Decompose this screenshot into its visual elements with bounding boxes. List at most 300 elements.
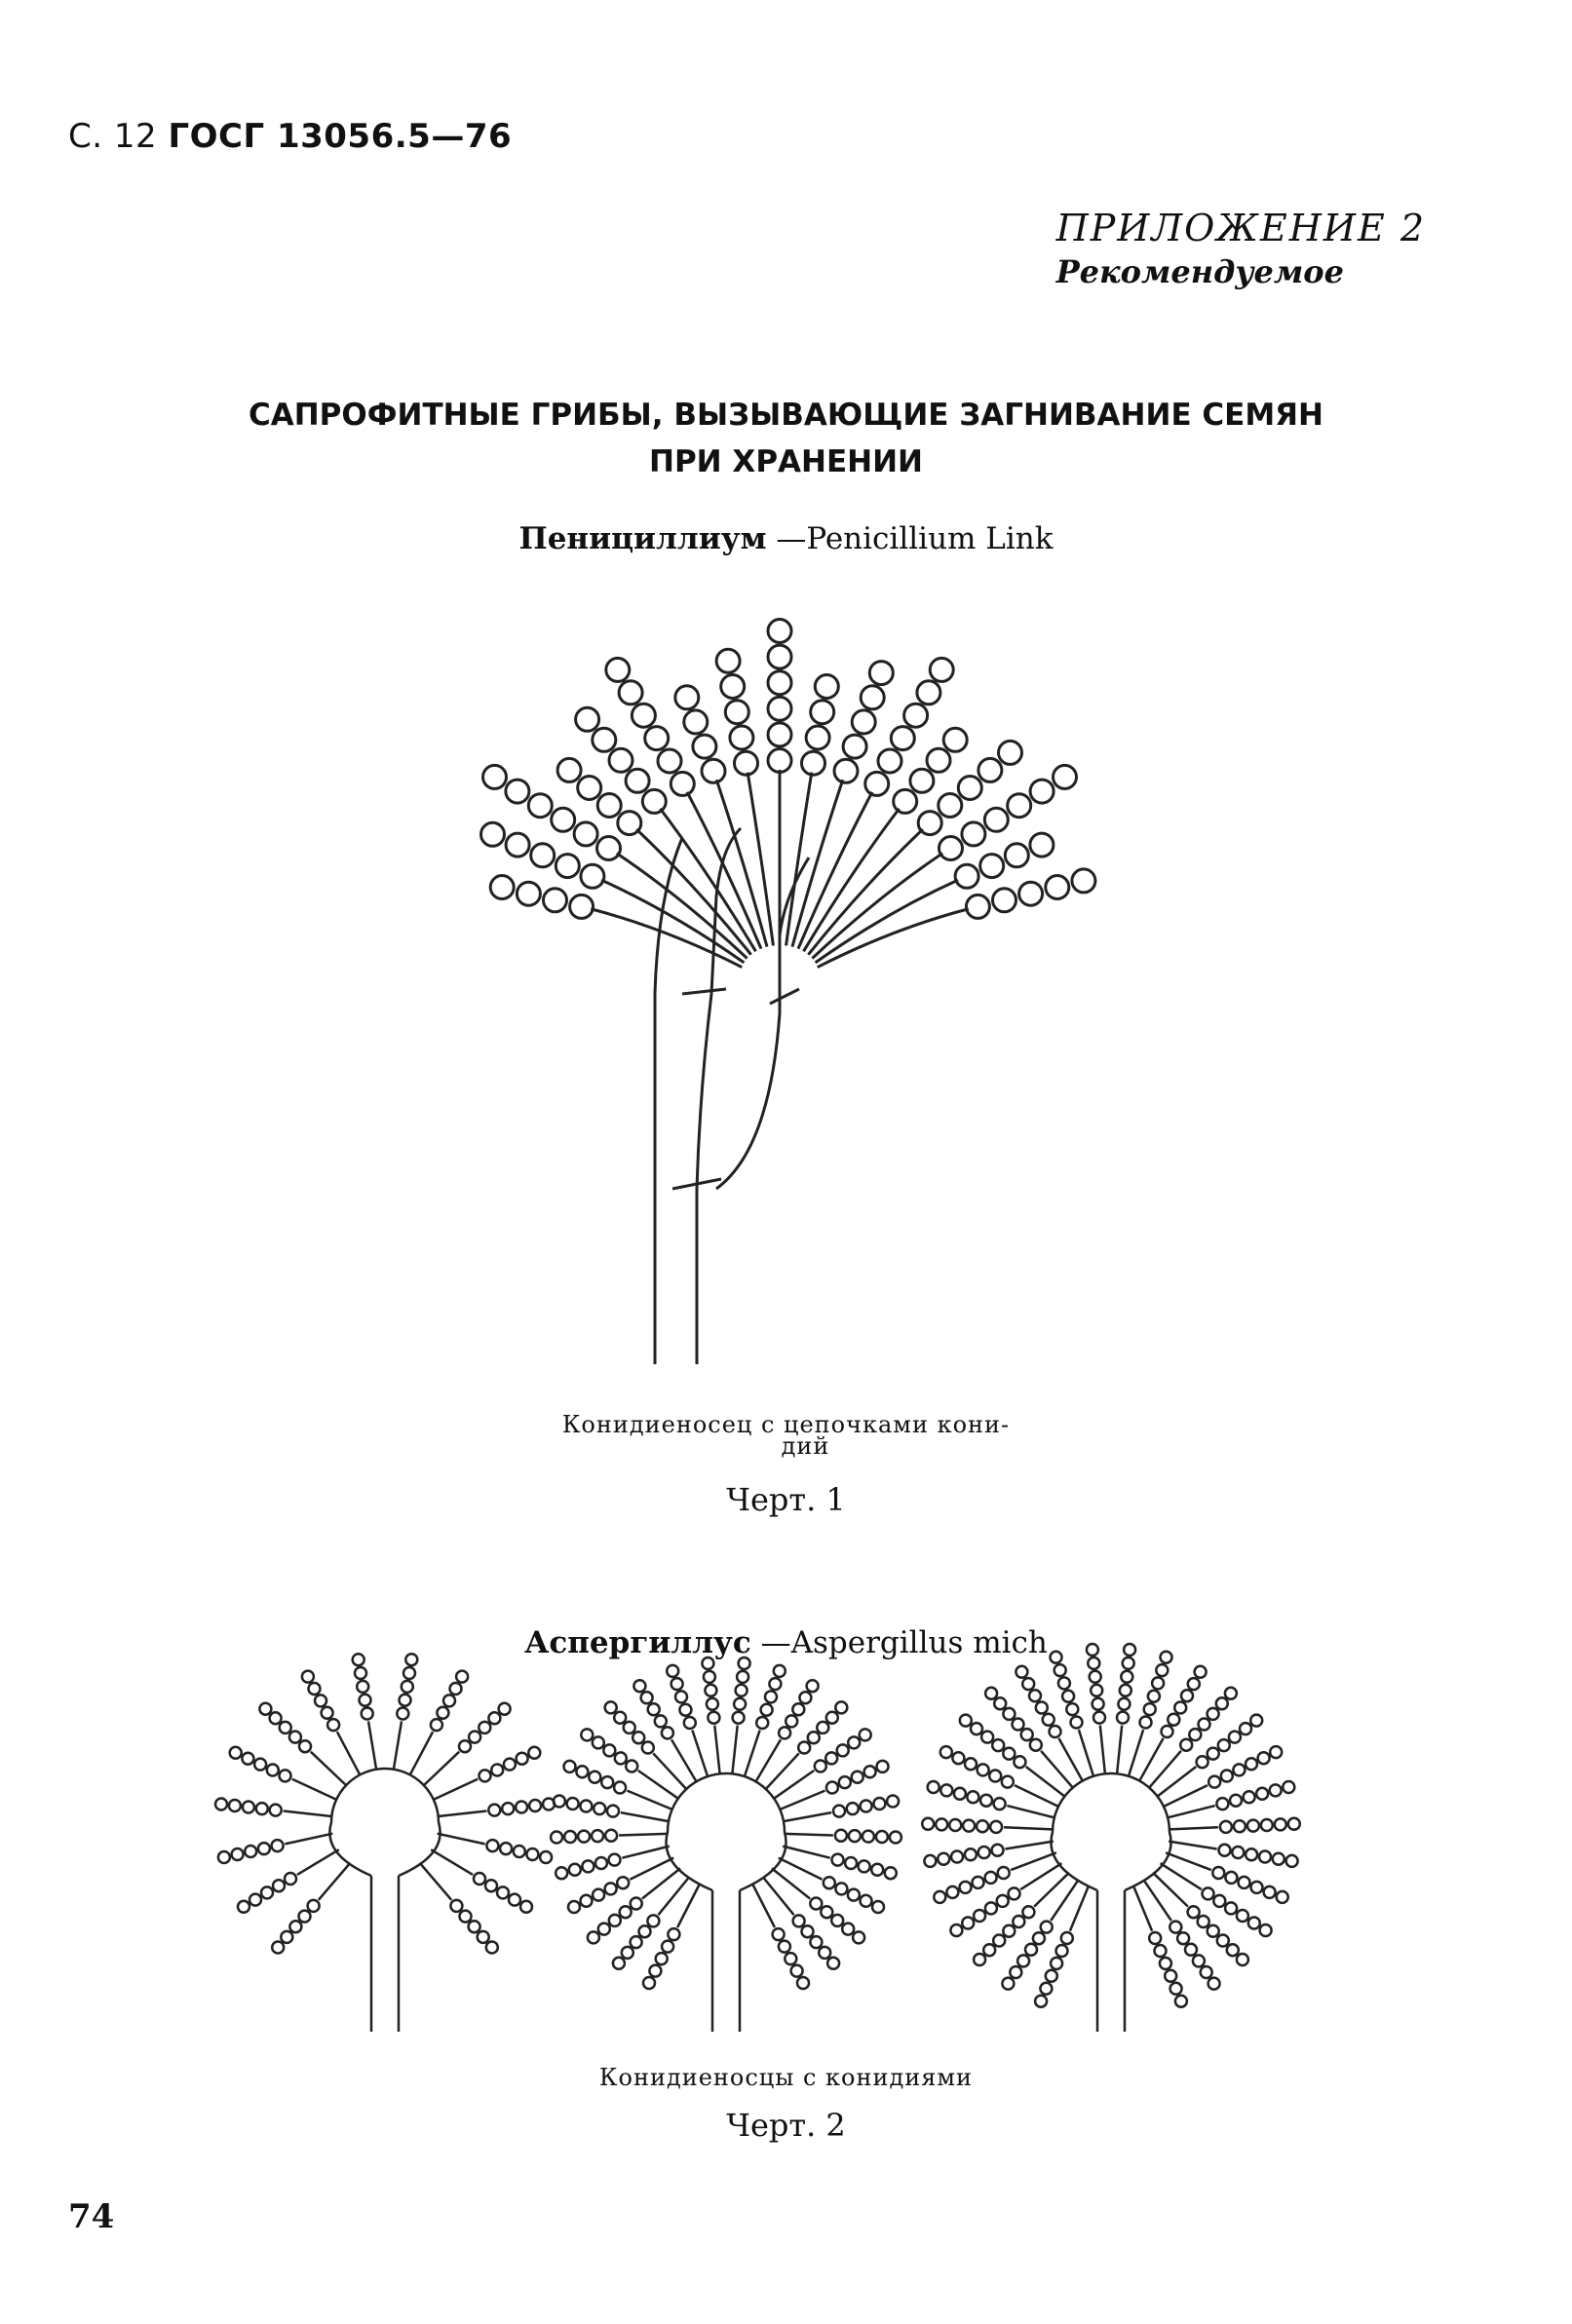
head-left-conidium	[273, 1880, 285, 1891]
head-right-conidium	[1120, 1685, 1131, 1696]
head-left-conidium	[327, 1719, 339, 1731]
head-right-conidium	[990, 1821, 1002, 1833]
head-right-phialide	[1015, 1785, 1058, 1807]
head-middle-conidium	[554, 1796, 565, 1808]
head-left-conidium	[520, 1901, 532, 1913]
head-right-conidium	[1225, 1688, 1237, 1699]
conidium	[768, 620, 791, 643]
conidium	[531, 844, 555, 867]
head-left-phialide	[319, 1863, 351, 1900]
phialide-line	[636, 829, 750, 955]
head-right-conidium	[1237, 1910, 1248, 1922]
head-right-conidium	[997, 1895, 1009, 1907]
head-middle-conidium	[835, 1883, 847, 1894]
head-middle-phialide	[692, 1731, 708, 1777]
head-left-conidium	[360, 1695, 371, 1706]
head-right-conidium	[985, 1872, 997, 1884]
head-middle-conidium	[831, 1915, 843, 1926]
conidium	[869, 662, 893, 685]
head-middle-conidium	[793, 1915, 805, 1926]
head-left-conidium	[491, 1765, 503, 1776]
head-right-conidium	[960, 1715, 972, 1727]
head-middle-phialide	[752, 1885, 775, 1928]
head-right-conidium	[1208, 1708, 1219, 1720]
head-right-conidium	[1093, 1712, 1105, 1724]
head-left-conidium	[259, 1703, 271, 1715]
head-right-conidium	[1246, 1758, 1257, 1770]
head-middle-conidium	[837, 1744, 849, 1756]
head-right-conidium	[965, 1848, 977, 1860]
head-middle-conidium	[589, 1772, 600, 1783]
head-middle-conidium	[648, 1703, 660, 1715]
head-right-conidium	[1240, 1723, 1251, 1734]
head-left-conidium	[488, 1712, 500, 1724]
head-right-conidium	[1155, 1945, 1167, 1957]
head-right-conidium	[1203, 1887, 1214, 1899]
head-left-phialide	[438, 1834, 485, 1845]
head-left-conidium	[362, 1708, 373, 1720]
head-middle-conidium	[797, 1977, 809, 1989]
conidium	[843, 735, 866, 758]
conidium	[671, 772, 694, 795]
head-left-conidium	[261, 1886, 273, 1898]
head-right-conidium	[1188, 1906, 1200, 1918]
head-middle-conidium	[593, 1889, 604, 1901]
head-middle-conidium	[861, 1895, 872, 1907]
head-right-conidium	[1248, 1918, 1260, 1929]
head-right-conidium	[1217, 1935, 1229, 1947]
head-middle-conidium	[799, 1692, 811, 1703]
conidium	[930, 658, 953, 681]
head-right-conidium	[1216, 1697, 1228, 1709]
head-middle-conidium	[564, 1831, 576, 1843]
head-middle-conidium	[601, 1776, 613, 1788]
head-left-conidium	[232, 1848, 244, 1860]
head-left-conidium	[242, 1753, 253, 1765]
head-right-conidium	[949, 1819, 961, 1831]
head-middle-conidium	[733, 1712, 745, 1724]
conidium	[570, 895, 594, 918]
head-right-conidium	[1021, 1729, 1033, 1740]
head-middle-conidium	[848, 1736, 860, 1748]
head-middle-conidium	[845, 1857, 857, 1869]
page-number: 74	[68, 2197, 115, 2236]
head-right-conidium	[952, 1752, 964, 1764]
conidium	[684, 710, 708, 734]
conidium	[490, 876, 514, 899]
figure2-label: Черт. 2	[726, 2107, 846, 2144]
head-left-conidium	[400, 1695, 411, 1706]
conidium	[815, 675, 838, 699]
head-middle-conidium	[708, 1712, 719, 1724]
head-right-conidium	[1009, 1887, 1020, 1899]
head-middle-conidium	[603, 1744, 615, 1756]
head-right-conidium	[1041, 1922, 1053, 1933]
head-middle-conidium	[609, 1915, 621, 1926]
head-middle-conidium	[641, 1692, 653, 1703]
head-middle-conidium	[655, 1715, 667, 1727]
conidium	[725, 701, 748, 724]
head-right-phialide	[1007, 1806, 1054, 1817]
head-right-conidium	[985, 1902, 997, 1914]
appendix-title: ПРИЛОЖЕНИЕ 2	[1055, 207, 1426, 249]
head-middle-conidium	[617, 1877, 629, 1888]
head-right-conidium	[1270, 1746, 1282, 1758]
head-middle-conidium	[827, 1958, 839, 1969]
head-left-conidium	[403, 1667, 415, 1679]
head-middle-conidium	[620, 1906, 632, 1918]
head-right-conidium	[983, 1944, 995, 1956]
head-left-phialide	[368, 1721, 376, 1769]
head-middle-conidium	[774, 1665, 786, 1677]
head-right-conidium	[1218, 1739, 1230, 1751]
head-right-conidium	[1040, 1983, 1052, 1995]
head-right-phialide	[1168, 1806, 1215, 1817]
head-right-conidium	[1258, 1752, 1270, 1764]
figure1-name-ru: Пенициллиум	[518, 521, 767, 556]
head-left-conidium	[450, 1900, 462, 1912]
head-right-conidium	[1189, 1729, 1201, 1740]
head-middle-phialide	[780, 1791, 824, 1810]
head-middle-conidium	[609, 1854, 621, 1866]
conidium	[597, 837, 621, 860]
aspergillus-illustration	[0, 1695, 1572, 2046]
conidium	[768, 645, 791, 668]
conidium	[984, 808, 1008, 831]
head-right-conidium	[1275, 1818, 1286, 1830]
head-right-conidium	[928, 1781, 939, 1793]
figure1-label: Черт. 1	[726, 1481, 846, 1518]
head-middle-conidium	[765, 1691, 777, 1702]
head-right-conidium	[989, 1771, 1001, 1782]
head-middle-conidium	[737, 1671, 748, 1683]
conidium	[910, 769, 934, 792]
head-right-conidium	[971, 1723, 982, 1734]
head-middle-phialide	[784, 1812, 831, 1821]
head-right-conidium	[1208, 1978, 1220, 1990]
head-right-conidium	[1195, 1666, 1207, 1678]
conidium	[878, 749, 901, 773]
head-right-conidium	[1003, 1748, 1015, 1760]
conidium	[483, 765, 507, 788]
conidium	[966, 895, 989, 918]
head-right-conidium	[1185, 1944, 1197, 1956]
head-left-phialide	[410, 1732, 433, 1774]
head-right-conidium	[1250, 1715, 1262, 1727]
head-right-conidium	[940, 1784, 952, 1796]
head-right-conidium	[1118, 1698, 1130, 1710]
head-middle-conidium	[802, 1925, 814, 1937]
conidium	[811, 701, 834, 724]
head-middle-conidium	[798, 1742, 810, 1754]
head-right-conidium	[1230, 1795, 1242, 1807]
conidium	[693, 735, 716, 758]
head-middle-conidium	[810, 1898, 822, 1910]
phialide-line	[687, 792, 761, 949]
head-right-conidium	[1208, 1748, 1219, 1760]
conidium	[481, 822, 505, 846]
head-middle-conidium	[819, 1947, 830, 1959]
head-right-conidium	[963, 1820, 975, 1832]
head-left-phialide	[311, 1752, 346, 1785]
head-middle-phialide	[732, 1726, 737, 1774]
conidium	[576, 707, 599, 731]
head-right-conidium	[1251, 1882, 1263, 1893]
conidium	[904, 704, 928, 727]
head-right-conidium	[1051, 1958, 1062, 1969]
conidium	[517, 882, 540, 905]
head-right-conidium	[936, 1818, 947, 1830]
head-middle-conidium	[761, 1704, 773, 1716]
conidium	[552, 808, 575, 831]
head-left-phialide	[439, 1811, 487, 1817]
head-right-conidium	[1003, 1708, 1015, 1720]
head-middle-conidium	[839, 1776, 851, 1788]
head-middle-conidium	[833, 1806, 845, 1817]
head-middle-conidium	[649, 1965, 661, 1977]
figure2-name-ru: Аспергиллус	[524, 1625, 751, 1660]
head-left-conidium	[528, 1747, 540, 1759]
conidium	[861, 686, 884, 709]
head-right-phialide	[1100, 1726, 1105, 1774]
head-middle-conidium	[593, 1736, 604, 1748]
head-right-phialide	[1004, 1827, 1053, 1829]
head-left-conidium	[299, 1740, 311, 1752]
conidium	[556, 855, 579, 878]
head-middle-phialide	[630, 1858, 673, 1880]
head-right-conidium	[985, 1688, 997, 1699]
head-left-conidium	[230, 1747, 242, 1759]
head-right-conidium	[1162, 1726, 1173, 1737]
head-middle-conidium	[825, 1752, 837, 1764]
head-right-conidium	[974, 1910, 985, 1922]
head-right-conidium	[1180, 1739, 1192, 1751]
head-left-conidium	[256, 1803, 268, 1814]
head-middle-phialide	[622, 1847, 670, 1858]
head-middle-conidium	[614, 1782, 626, 1794]
conidium	[730, 726, 753, 749]
head-middle-conidium	[605, 1883, 617, 1894]
head-right-conidium	[1029, 1690, 1041, 1701]
head-middle-conidium	[859, 1860, 870, 1872]
head-middle-conidium	[639, 1925, 651, 1937]
head-right-conidium	[962, 1918, 974, 1929]
conidium	[675, 686, 699, 709]
head-middle-phialide	[785, 1834, 833, 1836]
conidium	[702, 759, 725, 782]
conidium	[1030, 780, 1054, 803]
conidium	[939, 837, 963, 860]
conidium	[557, 758, 581, 781]
head-right-conidium	[954, 1788, 966, 1800]
head-left-conidium	[281, 1931, 292, 1943]
conidium	[1054, 765, 1077, 788]
phialide-line	[798, 792, 872, 949]
conidium	[506, 780, 529, 803]
head-right-phialide	[1129, 1730, 1143, 1776]
head-right-conidium	[1264, 1886, 1276, 1898]
head-middle-conidium	[568, 1901, 580, 1913]
head-middle-conidium	[580, 1801, 592, 1812]
head-right-conidium	[1270, 1784, 1282, 1796]
head-middle-conidium	[656, 1953, 668, 1964]
head-right-conidium	[977, 1820, 988, 1832]
head-middle-conidium	[569, 1864, 581, 1876]
head-middle-conidium	[582, 1860, 594, 1872]
head-right-conidium	[1170, 1983, 1182, 1995]
conidium	[632, 704, 655, 727]
head-right-conidium	[1277, 1891, 1288, 1903]
head-middle-conidium	[564, 1761, 576, 1772]
head-right-conidium	[1090, 1671, 1101, 1683]
head-middle-conidium	[576, 1766, 588, 1777]
head-right-conidium	[1246, 1848, 1257, 1860]
head-right-conidium	[1237, 1954, 1248, 1965]
conidium	[955, 864, 978, 888]
head-left-conidium	[431, 1719, 442, 1731]
head-left-conidium	[254, 1759, 266, 1771]
head-right-conidium	[1022, 1678, 1034, 1690]
head-right-conidium	[994, 1697, 1006, 1709]
head-middle-phialide	[779, 1858, 823, 1880]
head-right-conidium	[1197, 1756, 1208, 1768]
head-right-conidium	[1156, 1664, 1168, 1676]
head-right-phialide	[1117, 1726, 1122, 1774]
head-left-conidium	[437, 1707, 448, 1719]
head-middle-conidium	[773, 1928, 785, 1940]
head-middle-conidium	[662, 1727, 673, 1738]
head-middle-conidium	[675, 1691, 687, 1702]
appendix-subtitle: Рекомендуемое	[1055, 253, 1344, 290]
head-right-conidium	[992, 1739, 1004, 1751]
head-right-conidium	[924, 1855, 936, 1867]
head-right-conidium	[960, 1882, 972, 1893]
head-right-conidium	[1144, 1703, 1156, 1715]
head-right-conidium	[1160, 1958, 1171, 1969]
head-left-conidium	[517, 1753, 528, 1765]
conidium	[544, 889, 567, 912]
head-left-conidium	[322, 1707, 333, 1719]
head-right-conidium	[1003, 1925, 1015, 1937]
head-middle-conidium	[808, 1732, 820, 1743]
head-middle-conidium	[779, 1941, 790, 1953]
head-right-conidium	[1148, 1691, 1160, 1702]
conidium	[980, 855, 1004, 878]
head-middle-conidium	[551, 1832, 562, 1844]
stalk-line	[716, 857, 809, 1189]
head-middle-conidium	[607, 1806, 619, 1817]
head-right-conidium	[1010, 1966, 1021, 1978]
head-right-phialide	[1005, 1842, 1053, 1849]
conidium	[802, 751, 825, 775]
head-middle-conidium	[556, 1867, 567, 1879]
conidium	[618, 812, 641, 835]
head-middle-conidium	[826, 1782, 838, 1794]
head-middle-phialide	[745, 1731, 760, 1777]
head-right-conidium	[1093, 1698, 1104, 1710]
conidium	[593, 728, 616, 751]
head-left-conidium	[488, 1805, 500, 1816]
head-middle-conidium	[769, 1678, 781, 1690]
head-right-conidium	[1201, 1966, 1212, 1978]
head-left-phialide	[337, 1732, 360, 1774]
head-left-conidium	[469, 1921, 480, 1932]
head-left-conidium	[285, 1873, 296, 1885]
head-right-conidium	[951, 1851, 963, 1863]
conidium	[962, 822, 985, 846]
head-middle-conidium	[890, 1832, 901, 1844]
head-middle-conidium	[785, 1953, 796, 1964]
head-right-phialide	[1011, 1852, 1056, 1870]
head-right-conidium	[1188, 1678, 1200, 1690]
head-middle-conidium	[887, 1796, 899, 1808]
head-right-conidium	[1220, 1821, 1232, 1833]
head-middle-conidium	[835, 1830, 847, 1842]
head-middle-conidium	[598, 1924, 610, 1935]
head-left-conidium	[270, 1805, 282, 1816]
head-right-conidium	[1066, 1703, 1078, 1715]
conidium	[1046, 876, 1069, 899]
conidium	[927, 748, 950, 772]
head-middle-conidium	[871, 1864, 883, 1876]
head-left-conidium	[499, 1703, 511, 1715]
head-middle-conidium	[642, 1742, 654, 1754]
head-right-conidium	[934, 1891, 945, 1903]
head-right-conidium	[998, 1867, 1010, 1879]
head-left-conidium	[443, 1695, 455, 1706]
head-left-conidium	[456, 1671, 468, 1683]
head-middle-conidium	[667, 1665, 678, 1677]
head-right-phialide	[1070, 1886, 1089, 1930]
conidium	[768, 749, 791, 773]
conidium	[1072, 869, 1095, 893]
head-left-conidium	[315, 1695, 326, 1706]
conidium	[658, 749, 681, 773]
head-right-conidium	[1169, 1922, 1181, 1933]
conidium	[939, 794, 962, 818]
head-left-conidium	[238, 1901, 249, 1913]
head-middle-conidium	[671, 1678, 683, 1690]
head-middle-conidium	[633, 1732, 644, 1743]
head-left-conidium	[299, 1911, 311, 1923]
head-right-conidium	[981, 1732, 993, 1743]
title-line-1: САПРОФИТНЫЕ ГРИБЫ, ВЫЗЫВАЮЩИЕ ЗАГНИВАНИЕ СЕМЯН	[249, 398, 1323, 433]
head-right-conidium	[1022, 1906, 1034, 1918]
head-middle-conidium	[668, 1928, 679, 1940]
head-middle-conidium	[633, 1680, 645, 1692]
figure2-heading	[0, 1625, 1572, 1660]
head-left-phialide	[285, 1834, 332, 1845]
head-left-phialide	[284, 1811, 332, 1817]
head-left-conidium	[526, 1848, 538, 1860]
head-right-conidium	[978, 1847, 990, 1858]
head-middle-phialide	[628, 1791, 672, 1810]
head-right-conidium	[1229, 1732, 1241, 1743]
head-right-conidium	[1071, 1717, 1083, 1729]
stalk-line	[682, 989, 726, 994]
head-right-conidium	[1233, 1764, 1245, 1775]
figure1-caption-line-2: дий	[781, 1432, 830, 1460]
head-right-conidium	[1165, 1970, 1176, 1982]
head-left-conidium	[502, 1803, 514, 1814]
head-right-conidium	[1199, 1719, 1210, 1731]
head-right-phialide	[1166, 1852, 1211, 1870]
head-middle-conidium	[704, 1671, 715, 1683]
conidium	[1005, 844, 1028, 867]
head-middle-conidium	[614, 1712, 626, 1724]
head-right-conidium	[1013, 1719, 1024, 1731]
head-middle-conidium	[860, 1729, 871, 1740]
